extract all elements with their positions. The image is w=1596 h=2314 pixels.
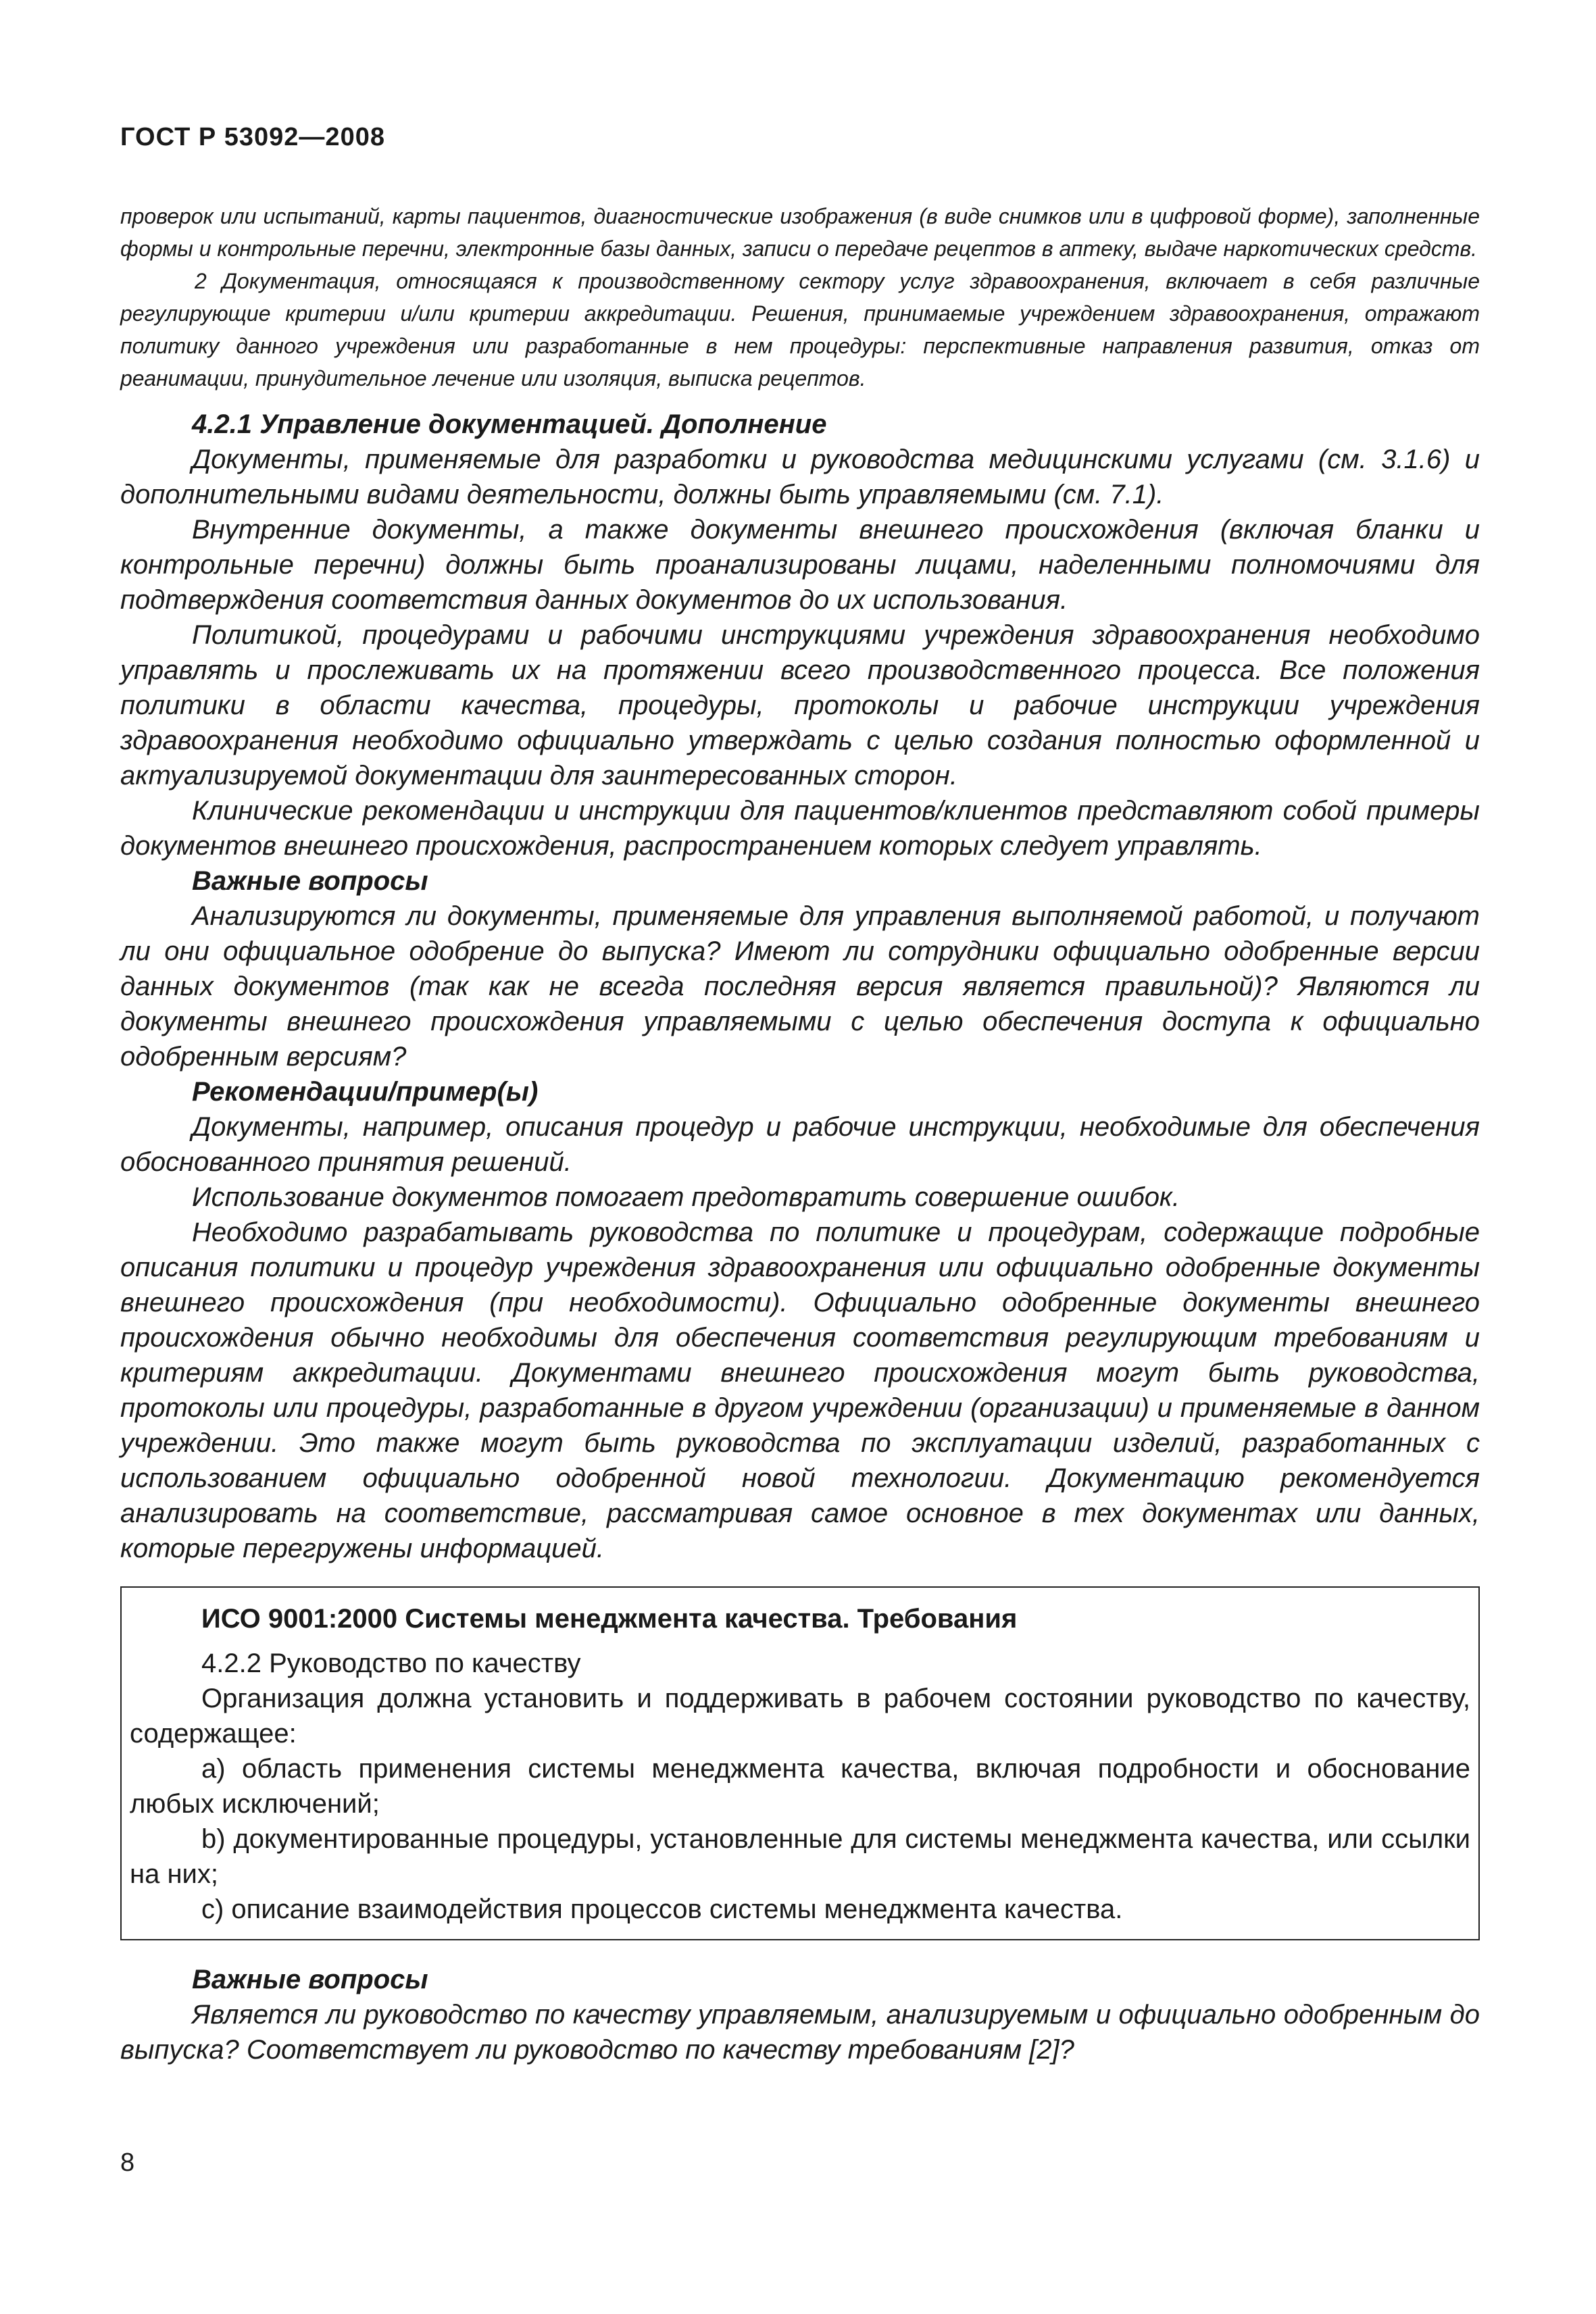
iso-item: a) область применения системы менеджмента качества, включая подробности и обоснование любых исключений; [130,1754,1470,1819]
section-paragraph: Клинические рекомендации и инструкции для пациентов/клиентов представляют собой примеры документов внешнего происхождения, распространением которых следует управлять. [120,796,1480,861]
questions-heading-2: Важные вопросы [192,1965,428,1994]
iso-item: b) документированные процедуры, установленные для системы менеджмента качества, или ссылки на них; [130,1824,1470,1889]
section-paragraph: Внутренние документы, а также документы внешнего происхождения (включая бланки и контрольные перечни) должны быть проанализированы лицами, наделенными полномочиями для подтверждения соответствия данных документов до их использования. [120,515,1480,615]
iso-intro: Организация должна установить и поддерживать в рабочем состоянии руководство по качеству, содержащее: [130,1684,1470,1749]
section-paragraph: Политикой, процедурами и рабочими инструкциями учреждения здравоохранения необходимо управлять и прослеживать их на протяжении всего производственного процесса. Все положения политики в области качества, процедуры, протоколы и рабочие инструкции учреждения здравоохранения необходимо официально утверждать с целью создания полностью оформленной и актуализируемой документации для заинтересованных сторон. [120,620,1480,790]
examples-paragraph: Необходимо разрабатывать руководства по политике и процедурам, содержащие подробные описания политики и процедур учреждения здравоохранения или официально одобренные документы внешнего происхождения (при необходимости). Официально одобренные документы внешнего происхождения обычно необходимы для обеспечения соответствия регулирующим требованиям и критериям аккредитации. Документами внешнего происхождения могут быть руководства, протоколы или процедуры, разработанные в другом учреждении (организации) и применяемые в данном учреждении. Это также могут быть руководства по эксплуатации изделий, разработанных с использованием официально одобренной новой технологии. Документацию рекомендуется анализировать на соответствие, рассматривая самое основное в тех документах или данных, которые перегружены информацией. [120,1217,1480,1563]
iso-box-title: ИСО 9001:2000 Системы менеджмента качества. Требования [201,1604,1018,1634]
note-2: 2 Документация, относящаяся к производственному сектору услуг здравоохранения, включает в себя различные регулирующие критерии и/или критерии аккредитации. Решения, принимаемые учреждением здравоохранения, отражают политику данного учреждения или разработанные в нем процедуры: перспективные направления развития, отказ от реанимации, принудительное лечение или изоляция, выписка рецептов. [120,269,1480,391]
iso-item: c) описание взаимодействия процессов системы менеджмента качества. [201,1894,1123,1924]
iso-clause: 4.2.2 Руководство по качеству [201,1649,581,1678]
section-paragraph: Документы, применяемые для разработки и руководства медицинскими услугами (см. 3.1.6) и дополнительными видами деятельности, должны быть управляемыми (см. 7.1). [120,445,1480,509]
note-continuation: проверок или испытаний, карты пациентов, диагностические изображения (в виде снимков или в цифровой форме), заполненные формы и контрольные перечни, электронные базы данных, записи о передаче рецептов в аптеку, выдаче наркотических средств. [120,204,1480,261]
section-heading: 4.2.1 Управление документацией. Дополнение [192,409,827,439]
page-number: 8 [120,2148,135,2177]
questions-text: Анализируются ли документы, применяемые для управления выполняемой работой, и получают ли они официальное одобрение до выпуска? Имеют ли сотрудники официально одобренные версии данных документов (так как не всегда последняя версия является правильной)? Являются ли документы внешнего происхождения управляемыми с целью обеспечения доступа к официально одобренным версиям? [120,901,1480,1072]
iso-requirements-box [120,1586,1480,1940]
page-content [120,200,1480,2067]
examples-paragraph: Документы, например, описания процедур и рабочие инструкции, необходимые для обеспечения обоснованного принятия решений. [120,1112,1480,1177]
questions-text-2: Является ли руководство по качеству управляемым, анализируемым и официально одобренным до выпуска? Соответствует ли руководство по качеству требованиям [2]? [120,2000,1480,2065]
questions-heading: Важные вопросы [192,866,428,896]
examples-paragraph: Использование документов помогает предотвратить совершение ошибок. [192,1182,1180,1212]
examples-heading: Рекомендации/пример(ы) [192,1077,539,1107]
document-header: ГОСТ Р 53092—2008 [120,123,385,151]
